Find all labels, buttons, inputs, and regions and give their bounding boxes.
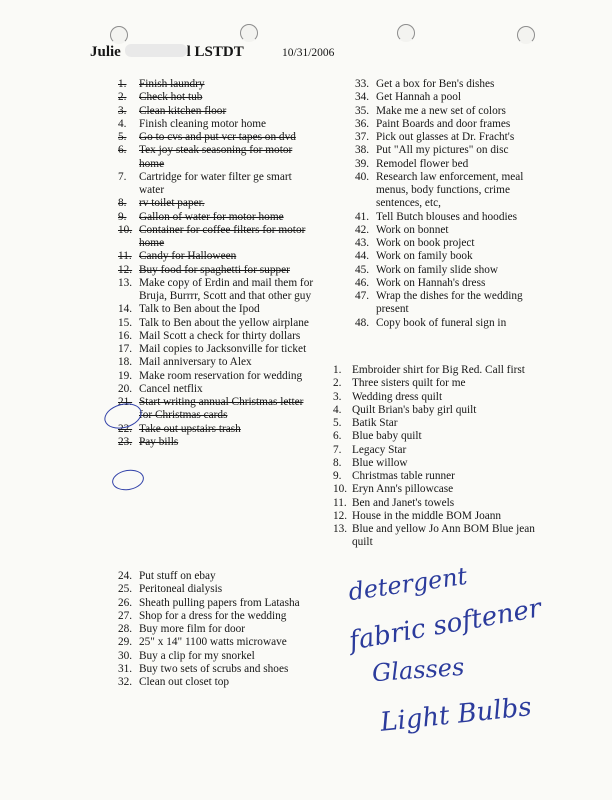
item-number: 40. [355, 170, 370, 183]
item-text: Pay bills [139, 435, 179, 448]
list-item [333, 364, 543, 377]
list-item [333, 391, 543, 404]
list-item [333, 444, 543, 457]
item-text: Blue baby quilt [352, 430, 422, 443]
list-item [333, 404, 543, 417]
item-number: 45. [355, 263, 370, 276]
item-text: Take out upstairs trash [139, 422, 241, 435]
item-text: Put "All my pictures" on disc [376, 144, 509, 157]
item-number: 1. [333, 364, 342, 376]
item-number: 6. [118, 144, 127, 157]
list-item [118, 650, 318, 663]
item-number: 37. [355, 131, 370, 143]
list-item [118, 636, 318, 649]
item-number: 12. [333, 509, 348, 522]
item-text: Wedding dress quilt [352, 390, 443, 403]
item-number: 24. [118, 570, 133, 582]
list-item [118, 317, 318, 330]
punch-hole [397, 24, 415, 42]
list-item [355, 105, 545, 118]
item-text: Eryn Ann's pillowcase [352, 483, 454, 496]
item-text: Talk to Ben about the Ipod [139, 303, 260, 316]
item-number: 1. [118, 78, 127, 90]
list-item [355, 158, 545, 171]
item-number: 46. [355, 276, 370, 289]
item-text: Container for coffee filters for motor home [139, 223, 306, 249]
item-number: 48. [355, 316, 370, 329]
list-item [333, 377, 543, 390]
page-title [90, 44, 244, 61]
item-number: 8. [333, 456, 342, 469]
item-text: Gallon of water for motor home [139, 210, 284, 223]
item-number: 8. [118, 197, 127, 210]
item-text: Put stuff on ebay [139, 570, 216, 582]
item-text: Clean out closet top [139, 676, 230, 688]
list-item [355, 144, 545, 157]
item-text: Research law enforcement, meal menus, body functions, crime sentences, etc, [376, 170, 524, 210]
item-number: 21. [118, 396, 133, 408]
list-item [355, 211, 545, 224]
list-item [118, 370, 318, 383]
redaction-mark [125, 44, 187, 57]
punch-hole [110, 26, 128, 44]
item-text: Peritoneal dialysis [139, 583, 223, 596]
item-text: Cancel netflix [139, 382, 203, 395]
list-item [118, 676, 318, 689]
item-text: Tell Butch blouses and hoodies [376, 210, 518, 223]
item-text: Candy for Halloween [139, 250, 237, 263]
punch-hole [240, 24, 258, 42]
item-text: Get a box for Ben's dishes [376, 78, 495, 90]
item-number: 16. [118, 329, 133, 342]
list-item [333, 497, 543, 510]
list-item [118, 383, 318, 396]
item-text: Tex joy steak seasoning for motor home [139, 144, 293, 170]
item-text: Clean kitchen floor [139, 104, 227, 117]
item-number: 19. [118, 369, 133, 382]
item-text: Ben and Janet's towels [352, 496, 455, 509]
list-item [118, 330, 318, 343]
todo-list-right [355, 78, 545, 330]
list-item [118, 118, 318, 131]
item-number: 36. [355, 117, 370, 130]
handwritten-note: Light Bulbs [378, 692, 533, 738]
list-item [355, 118, 545, 131]
list-item [118, 91, 318, 104]
item-number: 23. [118, 435, 133, 448]
list-item [118, 144, 318, 171]
item-number: 41. [355, 210, 370, 223]
pen-circle [111, 467, 146, 492]
item-text: Buy two sets of scrubs and shoes [139, 662, 289, 675]
item-text: Work on bonnet [376, 223, 449, 236]
list-item [355, 78, 545, 91]
item-text: Blue willow [352, 456, 408, 469]
item-number: 17. [118, 343, 133, 355]
item-number: 13. [333, 523, 348, 535]
item-number: 2. [118, 91, 127, 104]
item-number: 39. [355, 157, 370, 170]
item-text: Embroider shirt for Big Red. Call first [352, 364, 525, 376]
item-number: 15. [118, 316, 133, 329]
item-number: 14. [118, 303, 133, 316]
item-text: Talk to Ben about the yellow airplane [139, 316, 309, 329]
item-text: House in the middle BOM Joann [352, 509, 502, 522]
item-text: Mail Scott a check for thirty dollars [139, 329, 301, 342]
item-text: Make room reservation for wedding [139, 369, 303, 382]
item-text: Go to cvs and put vcr tapes on dvd [139, 131, 296, 143]
item-number: 47. [355, 290, 370, 302]
list-item [118, 250, 318, 263]
item-text: Legacy Star [352, 443, 407, 456]
item-number: 4. [118, 117, 127, 130]
list-item [333, 523, 543, 550]
item-text: Paint Boards and door frames [376, 117, 511, 130]
list-item [118, 343, 318, 356]
item-text: Pick out glasses at Dr. Fracht's [376, 131, 515, 143]
list-item [118, 396, 318, 423]
list-item [355, 91, 545, 104]
item-text: Sheath pulling papers from Latasha [139, 596, 300, 609]
list-item [118, 583, 318, 596]
list-item [333, 457, 543, 470]
item-number: 32. [118, 676, 133, 688]
item-text: Blue and yellow Jo Ann BOM Blue jean quilt [352, 523, 535, 549]
item-number: 33. [355, 78, 370, 90]
item-number: 7. [118, 170, 127, 183]
list-item [355, 277, 545, 290]
item-number: 34. [355, 91, 370, 104]
item-text: Copy book of funeral sign in [376, 316, 507, 329]
item-number: 3. [333, 390, 342, 403]
list-item [333, 510, 543, 523]
item-number: 27. [118, 609, 133, 622]
item-text: Make copy of Erdin and mail them for Bruja, Burrrr, Scott and that other guy [139, 276, 314, 302]
handwritten-note: detergent [346, 561, 469, 607]
list-item [118, 610, 318, 623]
punch-hole [517, 26, 535, 44]
item-text: Remodel flower bed [376, 157, 469, 170]
list-item [118, 105, 318, 118]
list-item [118, 663, 318, 676]
item-number: 28. [118, 623, 133, 635]
item-number: 10. [118, 223, 133, 236]
list-item [355, 237, 545, 250]
item-text: Buy a clip for my snorkel [139, 649, 255, 662]
name-first: Julie [90, 44, 121, 60]
item-text: Finish laundry [139, 78, 205, 90]
item-text: 25" x 14" 1100 watts microwave [139, 636, 287, 649]
item-number: 26. [118, 596, 133, 609]
list-item [355, 171, 545, 211]
item-text: Wrap the dishes for the wedding present [376, 290, 523, 316]
item-number: 5. [118, 131, 127, 143]
list-item [333, 417, 543, 430]
item-text: Work on family book [376, 250, 473, 263]
list-item [355, 290, 545, 317]
item-text: Finish cleaning motor home [139, 117, 267, 130]
item-number: 13. [118, 276, 133, 289]
handwritten-note: Glasses [371, 652, 466, 688]
item-text: Make me a new set of colors [376, 104, 506, 117]
item-number: 31. [118, 662, 133, 675]
item-number: 4. [333, 403, 342, 416]
item-number: 9. [118, 210, 127, 223]
list-item [118, 277, 318, 304]
list-item [118, 423, 318, 436]
list-item [118, 356, 318, 369]
list-item [355, 264, 545, 277]
item-number: 7. [333, 443, 342, 456]
list-item [333, 483, 543, 496]
quilt-list [333, 364, 543, 550]
item-text: Buy food for spaghetti for supper [139, 263, 290, 276]
item-text: Cartridge for water filter ge smart water [139, 170, 292, 196]
item-number: 42. [355, 223, 370, 236]
item-number: 43. [355, 237, 370, 249]
list-item [333, 470, 543, 483]
list-item [118, 78, 318, 91]
list-item [118, 224, 318, 251]
item-number: 29. [118, 636, 133, 649]
list-item [355, 131, 545, 144]
item-number: 9. [333, 470, 342, 482]
list-item [333, 430, 543, 443]
list-item [118, 131, 318, 144]
todo-list-left [118, 78, 318, 449]
item-number: 22. [118, 422, 133, 435]
item-number: 2. [333, 377, 342, 390]
item-text: rv toilet paper. [139, 197, 205, 210]
item-number: 11. [333, 496, 347, 509]
list-item [118, 436, 318, 449]
item-text: Work on Hannah's dress [376, 276, 486, 289]
list-item [118, 597, 318, 610]
item-number: 10. [333, 483, 348, 496]
item-text: Batik Star [352, 417, 398, 429]
item-number: 5. [333, 417, 342, 429]
list-item [118, 197, 318, 210]
item-number: 35. [355, 104, 370, 117]
list-item [118, 171, 318, 198]
item-text: Work on book project [376, 237, 475, 249]
item-number: 6. [333, 430, 342, 443]
item-text: Quilt Brian's baby girl quilt [352, 403, 477, 416]
item-number: 3. [118, 104, 127, 117]
item-text: Check hot tub [139, 91, 203, 104]
list-item [118, 211, 318, 224]
list-item [355, 317, 545, 330]
item-text: Start writing annual Christmas letter for Christmas cards [139, 396, 304, 422]
item-number: 38. [355, 144, 370, 157]
item-text: Buy more film for door [139, 623, 246, 635]
item-text: Christmas table runner [352, 470, 455, 482]
todo-list-bottom [118, 570, 318, 689]
handwritten-note: fabric softener [346, 593, 544, 657]
list-item [118, 570, 318, 583]
item-text: Work on family slide show [376, 263, 499, 276]
list-item [355, 224, 545, 237]
item-number: 30. [118, 649, 133, 662]
list-item [118, 264, 318, 277]
list-item [118, 303, 318, 316]
document-date: 10/31/2006 [282, 47, 335, 59]
list-item [118, 623, 318, 636]
item-text: Three sisters quilt for me [352, 377, 466, 390]
name-suffix: l LSTDT [186, 44, 244, 60]
item-text: Shop for a dress for the wedding [139, 609, 287, 622]
item-number: 11. [118, 250, 132, 263]
item-text: Mail anniversary to Alex [139, 356, 252, 369]
item-number: 44. [355, 250, 370, 263]
item-number: 20. [118, 382, 133, 395]
item-text: Mail copies to Jacksonville for ticket [139, 343, 307, 355]
item-number: 12. [118, 263, 133, 276]
item-number: 18. [118, 356, 133, 369]
item-text: Get Hannah a pool [376, 91, 462, 104]
item-number: 25. [118, 583, 133, 596]
list-item [355, 250, 545, 263]
